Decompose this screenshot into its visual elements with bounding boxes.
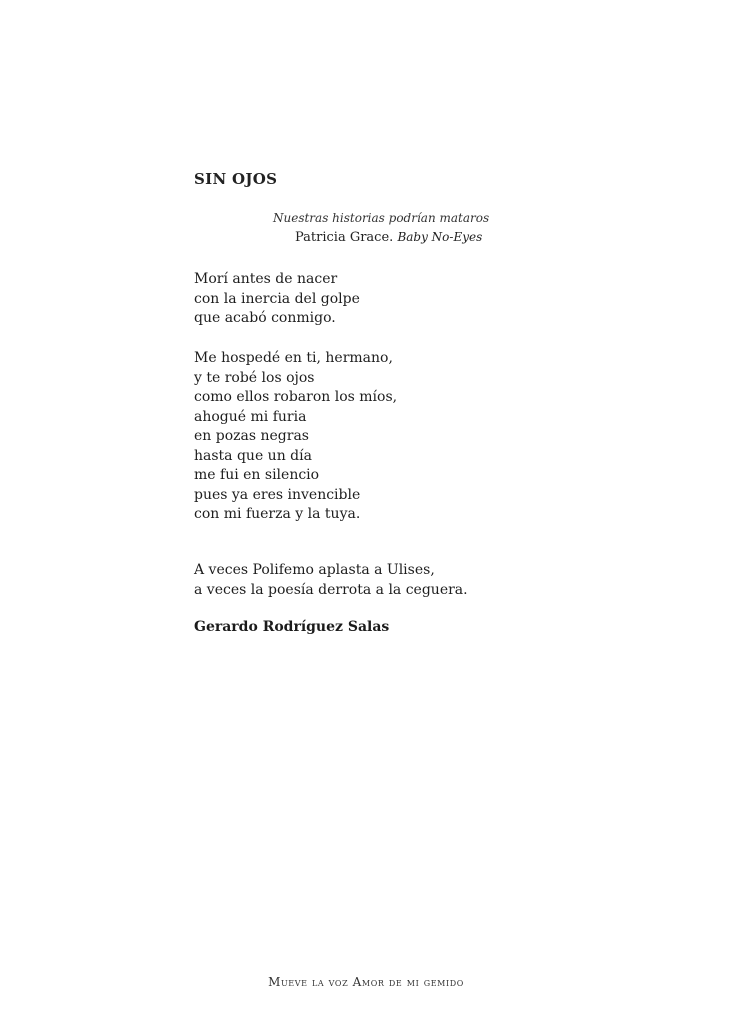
verse-line: ahogué mi furia (194, 408, 307, 425)
poem-title: SIN OJOS (194, 170, 278, 188)
epigraph-work: Baby No-Eyes (397, 230, 483, 244)
poem-author: Gerardo Rodríguez Salas (194, 619, 390, 635)
verse-line: pues ya eres invencible (194, 486, 361, 503)
epigraph-quote: Nuestras historias podrían mataros (273, 211, 490, 225)
verse-line: y te robé los ojos (194, 369, 315, 386)
verse-line: me fui en silencio (194, 467, 320, 483)
verse-line: a veces la poesía derrota a la ceguera. (194, 581, 468, 598)
verse-line: con la inercia del golpe (194, 290, 360, 307)
verse-line: A veces Polifemo aplasta a Ulises, (194, 562, 435, 578)
verse-line: que acabó conmigo. (194, 310, 336, 326)
verse-line: hasta que un día (194, 447, 312, 464)
verse-line: con mi fuerza y la tuya. (194, 506, 361, 522)
epigraph-source (295, 230, 482, 245)
verse-line: como ellos robaron los míos, (194, 389, 398, 405)
verse-line: en pozas negras (194, 428, 309, 444)
stanza-3 (194, 561, 468, 600)
verse-line: Morí antes de nacer (194, 271, 338, 287)
stanza-2 (194, 349, 397, 525)
running-footer: Mueve la voz Amor de mi gemido (268, 975, 464, 989)
stanza-1 (194, 270, 360, 329)
verse-line: Me hospedé en ti, hermano, (194, 350, 393, 366)
epigraph-author: Patricia Grace. (295, 230, 394, 245)
